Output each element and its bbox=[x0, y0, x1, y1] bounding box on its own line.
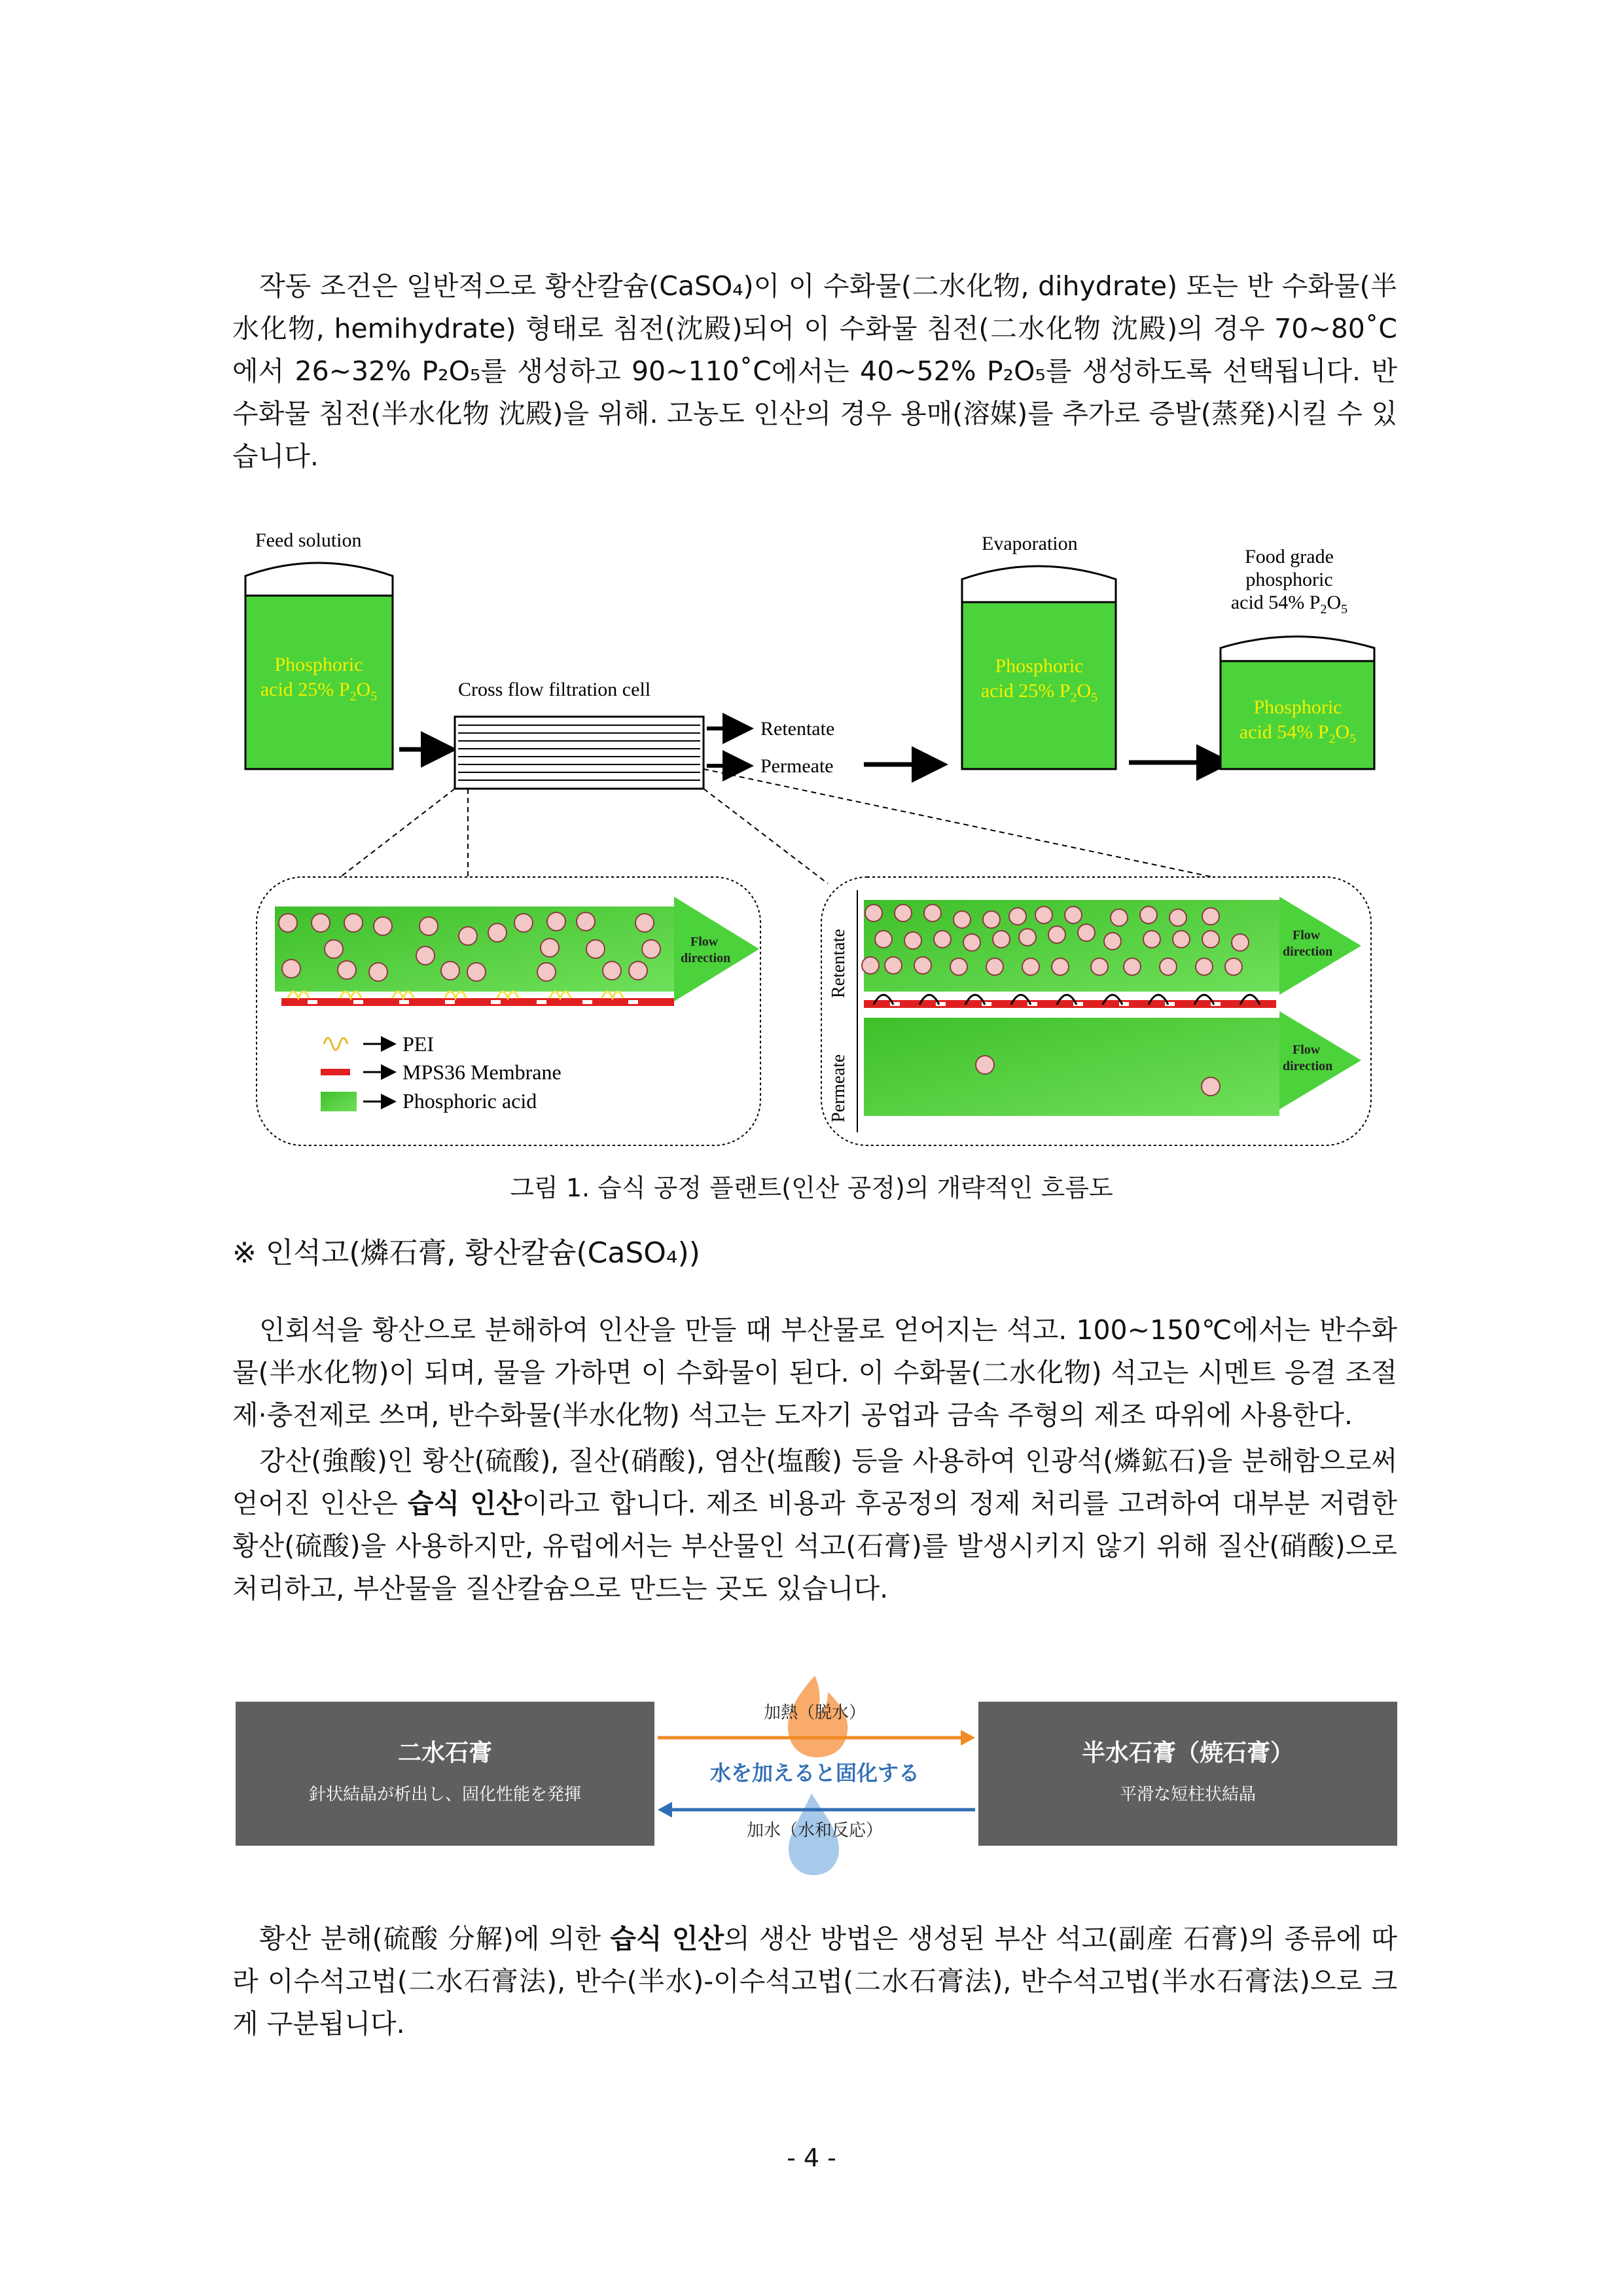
food-tank-text-2: acid 54% P bbox=[1239, 721, 1329, 743]
gypsum-conversion-diagram bbox=[0, 1676, 1623, 1898]
feed-tank-text-1: Phosphoric bbox=[274, 654, 363, 675]
svg-text:acid 54% P2O5: acid 54% $P_2O_5$ bbox=[1239, 721, 1357, 746]
legend-membrane-icon bbox=[321, 1069, 350, 1075]
dihydrate-title: 二水石膏 bbox=[397, 1740, 493, 1767]
hardening-label: 水を加えると固化する bbox=[709, 1761, 920, 1785]
legend-acid-icon bbox=[321, 1092, 357, 1111]
side-permeate-label: Permeate bbox=[829, 1054, 849, 1122]
process-flow-diagram bbox=[0, 511, 1623, 1165]
evaporation-label: Evaporation bbox=[982, 533, 1078, 554]
left-flow-direction-1: Flow bbox=[690, 935, 719, 949]
paragraph-2 bbox=[232, 1309, 1397, 1437]
dihydrate-box bbox=[236, 1702, 654, 1846]
right-flow-direction-2: direction bbox=[1283, 944, 1333, 959]
cross-flow-cell-label: Cross flow filtration cell bbox=[458, 679, 651, 700]
hydration-label: 加水（水和反応） bbox=[746, 1821, 883, 1840]
food-tank-text-1: Phosphoric bbox=[1253, 696, 1342, 718]
paragraph-1-text: 작동 조건은 일반적으로 황산칼슘(CaSO₄)이 이 수화물(二水化物, dihydrate) 또는 반 수화물(半水化物, hemihydrate) 형태로 침전(沈殿)되어 이 수화물 침전(二水化物 沈殿)의 경우 70~80˚C에서 26~32% P₂O₅를 생성하고 90~110˚C에서는 40~52% P₂O₅를 생성하도록 선택됩니다. 반 수화물 침전(半水化物 沈殿)을 위해. 고농도 인산의 경우 용매(溶媒)를 추가로 증발(蒸発)시킬 수 있습니다. bbox=[232, 270, 1397, 472]
heating-label: 加熱（脱水） bbox=[763, 1703, 866, 1723]
permeate-flow-direction-1: Flow bbox=[1293, 1043, 1321, 1057]
food-grade-label-3: acid 54% P bbox=[1230, 592, 1321, 613]
paragraph-4: 황산 분해(硫酸 分解)에 의한 습식 인산의 생산 방법은 생성된 부산 석고(副産 石膏)의 종류에 따라 이수석고법(二水石膏法), 반수(半水)-이수석고법(二水石膏法), 반수석고법(半水石膏法)으로 크게 구분됩니다. bbox=[232, 1923, 1397, 2039]
feed-tank-text-2: acid 25% P bbox=[260, 679, 350, 700]
legend-pei: PEI bbox=[402, 1032, 434, 1056]
note-heading: ※ 인석고(燐石膏, 황산칼슘(CaSO₄)) bbox=[232, 1236, 700, 1270]
cross-flow-cell bbox=[455, 717, 704, 789]
evap-tank-text-2: acid 25% P bbox=[980, 680, 1071, 702]
wet-process-bold: 습식 인산 bbox=[407, 1488, 522, 1519]
right-flow-direction-1: Flow bbox=[1293, 928, 1321, 942]
hemihydrate-box bbox=[978, 1702, 1397, 1846]
svg-text:acid 54% P2O5: acid 54% $P_2O_5$ bbox=[1230, 592, 1348, 617]
legend-acid: Phosphoric acid bbox=[402, 1089, 537, 1113]
retentate-label: Retentate bbox=[760, 718, 835, 740]
dihydrate-subtitle: 針状結晶が析出し、固化性能を発揮 bbox=[308, 1785, 582, 1804]
permeate-flow-direction-2: direction bbox=[1283, 1059, 1333, 1073]
paragraph-1 bbox=[232, 265, 1397, 478]
paragraph-3: 강산(強酸)인 황산(硫酸), 질산(硝酸), 염산(塩酸) 등을 사용하여 인광석(燐鉱石)을 분해함으로써 얻어진 인산은 습식 인산이라고 합니다. 제조 비용과 후공정의 정제 처리를 고려하여 대부분 저렴한 황산(硫酸)을 사용하지만, 유럽에서는 부산물인 석고(石膏)를 발생시키지 않기 위해 질산(硝酸)으로 처리하고, 부산물을 질산칼슘으로 만드는 곳도 있습니다. bbox=[232, 1445, 1397, 1604]
evap-tank-text-1: Phosphoric bbox=[995, 655, 1084, 677]
legend-membrane: MPS36 Membrane bbox=[402, 1060, 562, 1084]
wet-process-bold-2: 습식 인산 bbox=[610, 1923, 724, 1954]
svg-text:acid 25% P2O5: acid 25% $P_2O_5$ bbox=[260, 679, 378, 704]
page-number: - 4 - bbox=[787, 2144, 836, 2172]
left-flow-direction-2: direction bbox=[681, 951, 731, 965]
paragraph-2-text: 인회석을 황산으로 분해하여 인산을 만들 때 부산물로 얻어지는 석고. 100~150℃에서는 반수화물(半水化物)이 되며, 물을 가하면 이 수화물이 된다. 이 수화물(二水化物) 석고는 시멘트 응결 조절제·충전제로 쓰며, 반수화물(半水化物) 석고는 도자기 공업과 금속 주형의 제조 따위에 사용한다. bbox=[232, 1314, 1397, 1431]
hemihydrate-title: 半水石膏（焼石膏） bbox=[1081, 1740, 1294, 1767]
side-retentate-label: Retentate bbox=[829, 929, 849, 998]
permeate-label: Permeate bbox=[760, 755, 834, 777]
food-grade-label-2: phosphoric bbox=[1245, 569, 1333, 590]
svg-text:acid 25% P2O5: acid 25% $P_2O_5$ bbox=[980, 680, 1098, 705]
figure-1-caption: 그림 1. 습식 공정 플랜트(인산 공정)의 개략적인 흐름도 bbox=[510, 1174, 1113, 1202]
hemihydrate-subtitle: 平滑な短柱状結晶 bbox=[1119, 1785, 1257, 1804]
feed-solution-label: Feed solution bbox=[255, 529, 362, 551]
food-grade-label-1: Food grade bbox=[1245, 546, 1334, 567]
